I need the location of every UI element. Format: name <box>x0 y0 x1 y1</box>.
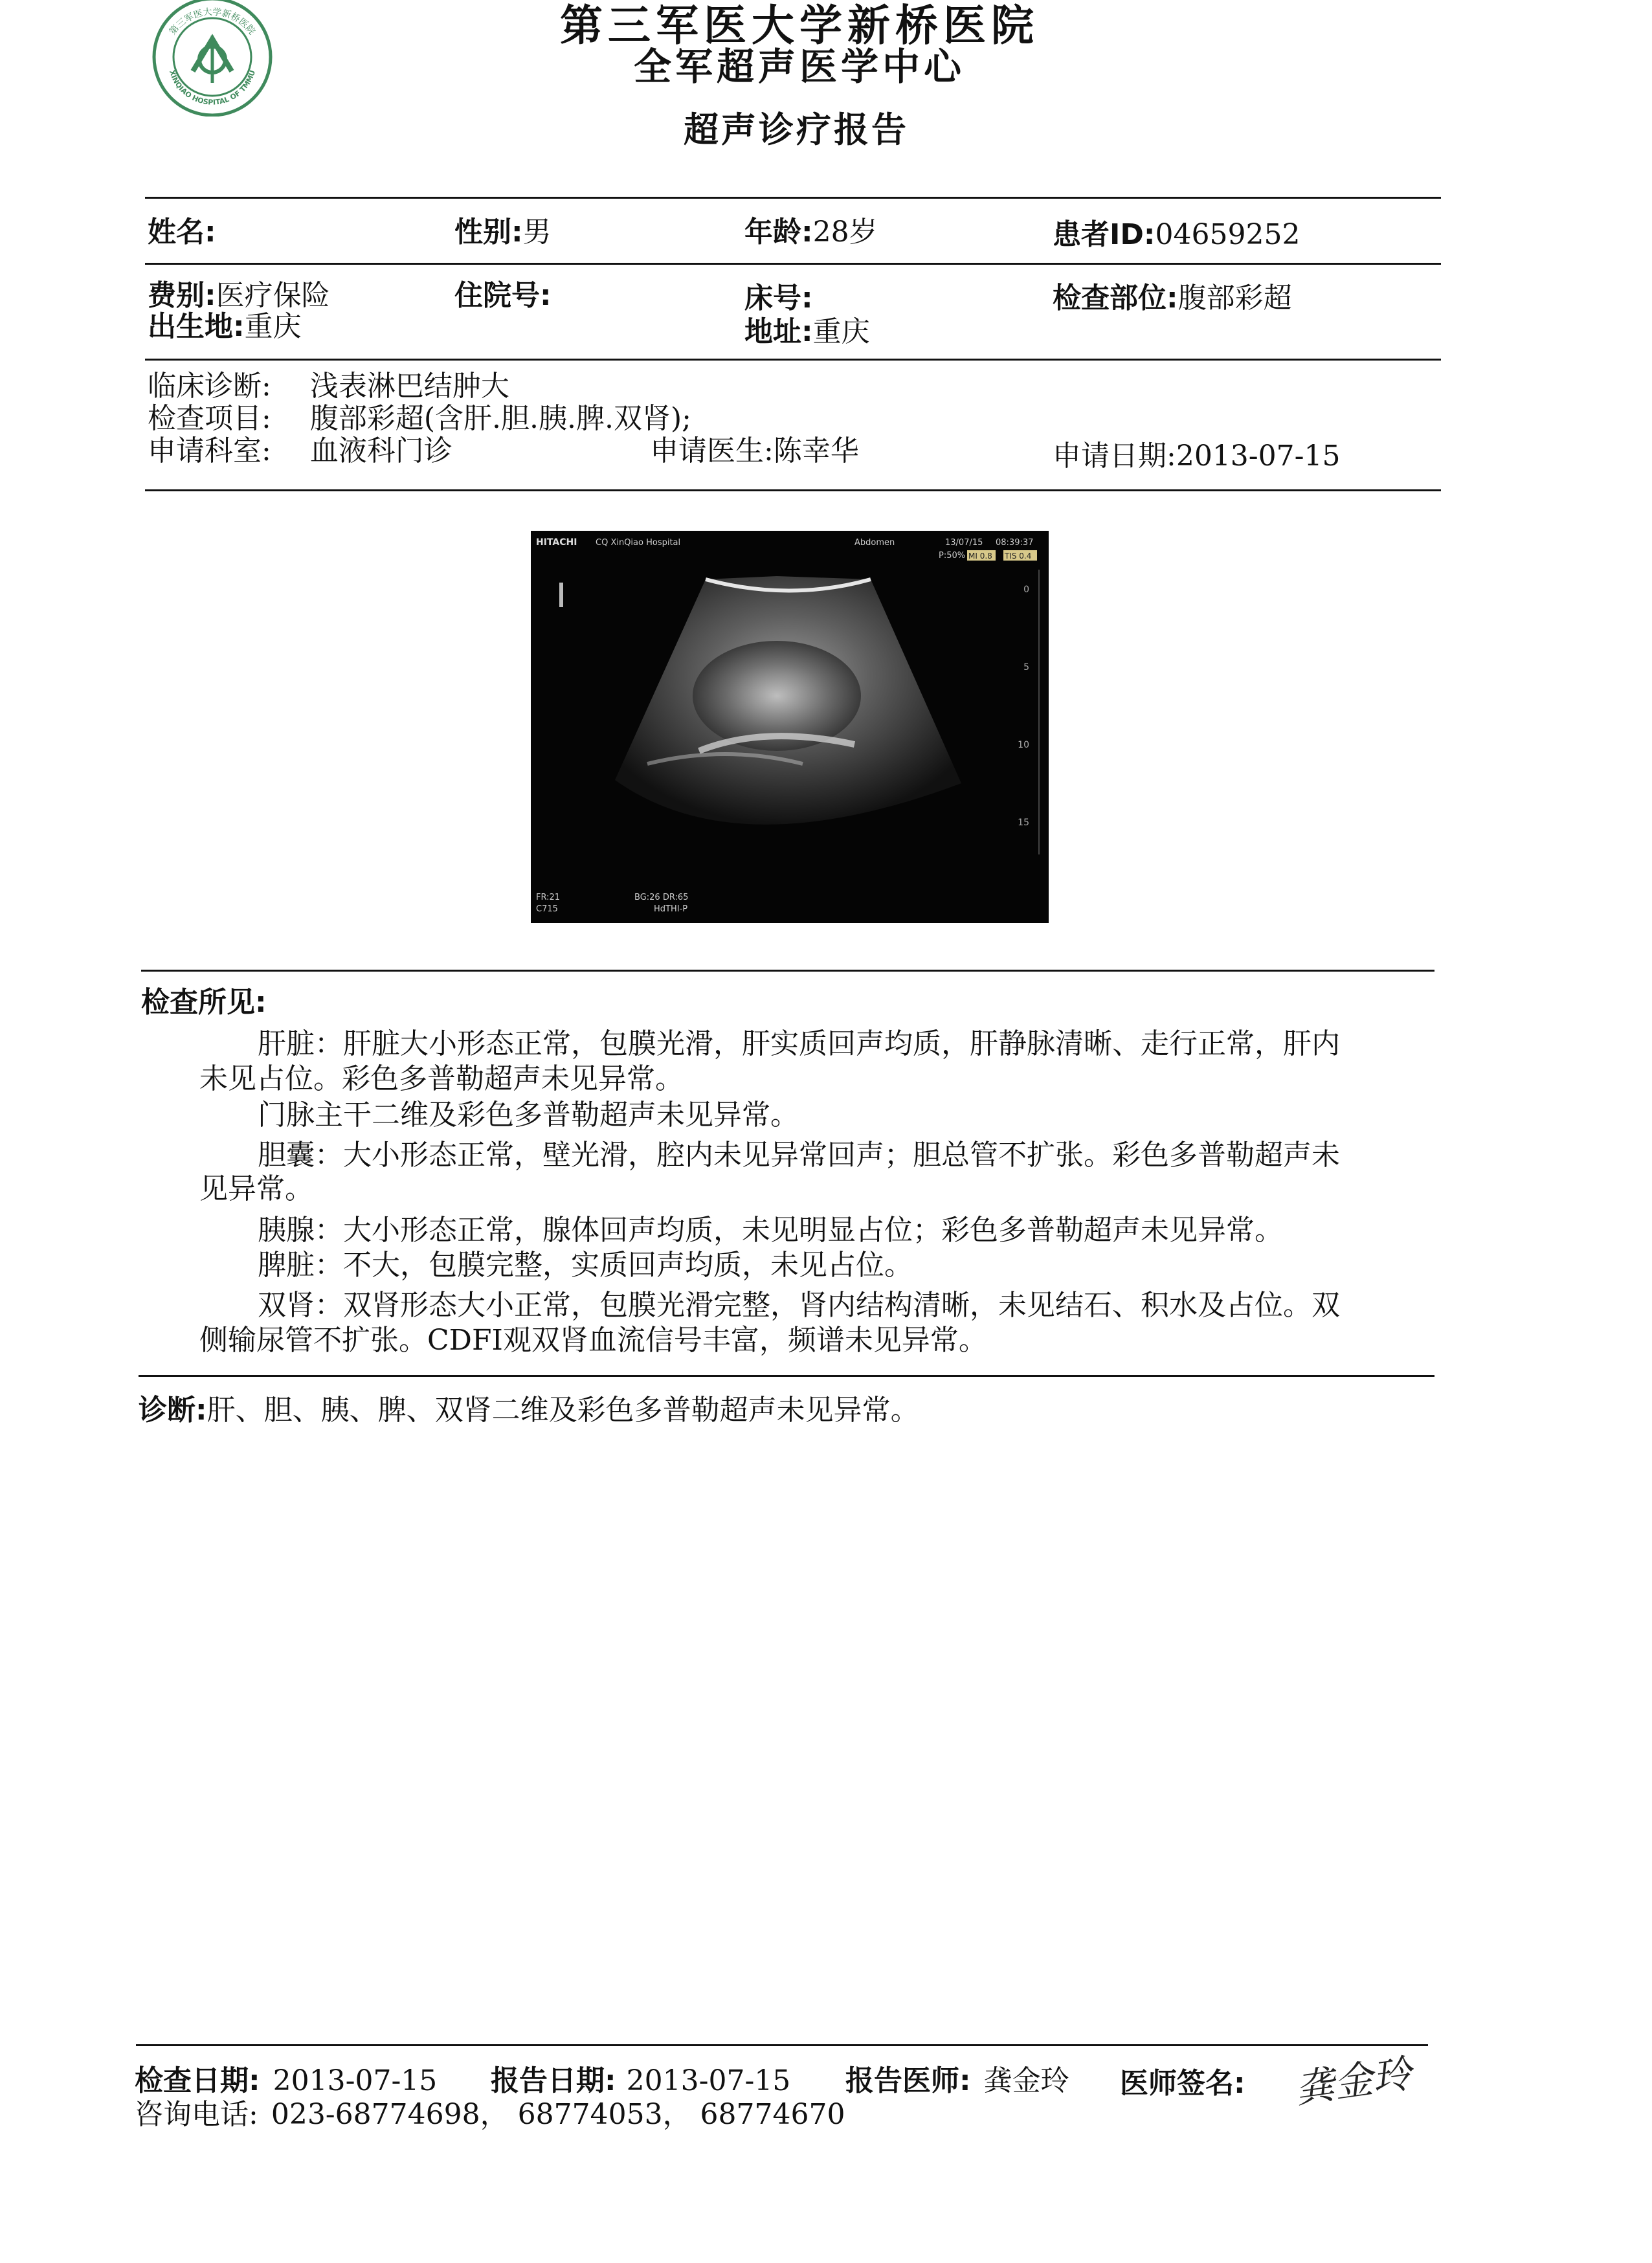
divider <box>141 970 1434 972</box>
phone-value: 023-68774698， 68774053， 68774670 <box>271 2098 845 2131</box>
report-doctor-value: 龚金玲 <box>983 2064 1069 2097</box>
age-value: 28岁 <box>812 216 878 249</box>
us-power: P:50% <box>939 551 966 561</box>
divider <box>139 1375 1434 1377</box>
fee-value: 医疗保险 <box>216 279 330 312</box>
hospital-seal-logo <box>148 0 277 117</box>
patient-sex <box>454 208 552 250</box>
item-label: 检查项目: <box>148 402 271 435</box>
us-probe: C715 <box>536 904 558 914</box>
report-date-label: 报告日期: <box>491 2064 616 2097</box>
footer-signature <box>1120 2060 1245 2101</box>
divider <box>136 2044 1428 2046</box>
report-title: 超声诊疗报告 <box>684 109 909 150</box>
ultrasound-image <box>531 531 1049 923</box>
divider <box>145 263 1441 265</box>
request-date <box>1053 439 1341 474</box>
phone-label: 咨询电话: <box>135 2098 258 2131</box>
diagnosis <box>139 1387 919 1428</box>
us-region: Abdomen <box>854 538 895 548</box>
us-frame-rate: FR:21 <box>536 893 561 902</box>
address-label: 地址: <box>744 315 813 348</box>
birthplace-value: 重庆 <box>244 310 302 343</box>
name-label: 姓名: <box>148 216 216 249</box>
diagnosis-value: 肝、胆、胰、脾、双肾二维及彩色多普勒超声未见异常。 <box>206 1394 919 1427</box>
us-tis: TIS 0.4 <box>1005 552 1032 561</box>
inpatient-label: 住院号: <box>454 279 552 312</box>
findings-line: 胰腺：大小形态正常，腺体回声均质，未见明显占位；彩色多普勒超声未见异常。 <box>258 1214 1283 1247</box>
clinical-value: 浅表淋巴结肿大 <box>309 370 509 403</box>
findings-line: 脾脏：不大，包膜完整，实质回声均质，未见占位。 <box>258 1249 913 1282</box>
depth-marker <box>559 583 563 607</box>
findings-line: 肝脏：肝脏大小形态正常，包膜光滑，肝实质回声均质，肝静脉清晰、走行正常，肝内 <box>258 1027 1340 1060</box>
dept-value: 血液科门诊 <box>309 434 452 467</box>
report-date-value: 2013-07-15 <box>626 2064 791 2097</box>
address-value: 重庆 <box>812 315 870 348</box>
birthplace-label: 出生地: <box>148 310 245 343</box>
doctor-value: 陈幸华 <box>773 434 859 467</box>
clinical-diagnosis <box>148 369 509 404</box>
depth-label: 0 <box>1023 585 1029 595</box>
patient-name <box>148 208 216 250</box>
logo-top-text: 第三军医大学新桥医院 <box>167 6 258 37</box>
us-time: 08:39:37 <box>996 538 1034 548</box>
us-params: BG:26 DR:65 <box>634 893 689 902</box>
date-value: 2013-07-15 <box>1176 440 1341 473</box>
findings-line: 门脉主干二维及彩色多普勒超声未见异常。 <box>258 1098 799 1132</box>
patient-age <box>744 208 878 250</box>
exam-site-value: 腹部彩超 <box>1178 282 1292 315</box>
handwritten-signature: 龚金玲 <box>1292 2051 1414 2113</box>
exam-date-value: 2013-07-15 <box>273 2064 438 2097</box>
us-hospital: CQ XinQiao Hospital <box>596 538 681 548</box>
findings-line: 未见占位。彩色多普勒超声未见异常。 <box>199 1062 684 1095</box>
divider <box>145 489 1441 491</box>
signature-label: 医师签名: <box>1120 2067 1245 2100</box>
us-mi: MI 0.8 <box>968 552 992 561</box>
findings-line: 胆囊：大小形态正常，壁光滑，腔内未见异常回声；胆总管不扩张。彩色多普勒超声未 <box>258 1139 1340 1172</box>
us-mode: HdTHI-P <box>654 904 688 914</box>
footer-report-doctor <box>845 2057 1069 2099</box>
divider <box>145 197 1441 199</box>
age-label: 年龄: <box>744 216 813 249</box>
exam-date-label: 检查日期: <box>135 2064 260 2097</box>
center-name: 全军超声医学中心 <box>633 45 965 89</box>
exam-items <box>148 401 691 436</box>
sex-label: 性别: <box>454 216 523 249</box>
depth-label: 5 <box>1023 662 1029 673</box>
sex-value: 男 <box>522 216 552 249</box>
patient-id <box>1053 211 1300 252</box>
item-value: 腹部彩超(含肝.胆.胰.脾.双肾); <box>309 402 691 435</box>
id-value: 04659252 <box>1155 218 1300 251</box>
patient-exam-site <box>1053 274 1292 316</box>
findings-line: 侧输尿管不扩张。CDFI观双肾血流信号丰富，频谱未见异常。 <box>199 1324 987 1357</box>
us-brand: HITACHI <box>536 537 577 548</box>
exam-site-label: 检查部位: <box>1053 282 1178 315</box>
logo-bottom-text: XINQIAO HOSPITAL OF TMMU <box>167 69 258 107</box>
findings-title: 检查所见: <box>141 986 267 1019</box>
depth-label: 10 <box>1018 740 1029 750</box>
patient-birthplace <box>148 303 302 344</box>
request-department <box>148 434 452 469</box>
patient-inpatient-no <box>454 272 552 313</box>
doctor-label: 申请医生: <box>650 434 774 467</box>
diagnosis-label: 诊断: <box>139 1394 207 1427</box>
us-date: 13/07/15 <box>945 538 983 548</box>
id-label: 患者ID: <box>1053 218 1155 251</box>
findings-line: 见异常。 <box>199 1172 313 1205</box>
hospital-name: 第三军医大学新桥医院 <box>560 0 1039 50</box>
divider <box>145 359 1441 361</box>
findings-line: 双肾：双肾形态大小正常，包膜光滑完整，肾内结构清晰，未见结石、积水及占位。双 <box>258 1289 1340 1322</box>
report-doctor-label: 报告医师: <box>845 2064 971 2097</box>
date-label: 申请日期: <box>1053 440 1176 473</box>
request-doctor <box>650 434 859 469</box>
bed-label: 床号: <box>744 282 813 315</box>
footer-phone <box>135 2091 845 2132</box>
dept-label: 申请科室: <box>148 434 271 467</box>
clinical-label: 临床诊断: <box>148 370 271 403</box>
patient-address <box>744 308 870 350</box>
fee-label: 费别: <box>148 279 216 312</box>
depth-label: 15 <box>1018 818 1029 828</box>
